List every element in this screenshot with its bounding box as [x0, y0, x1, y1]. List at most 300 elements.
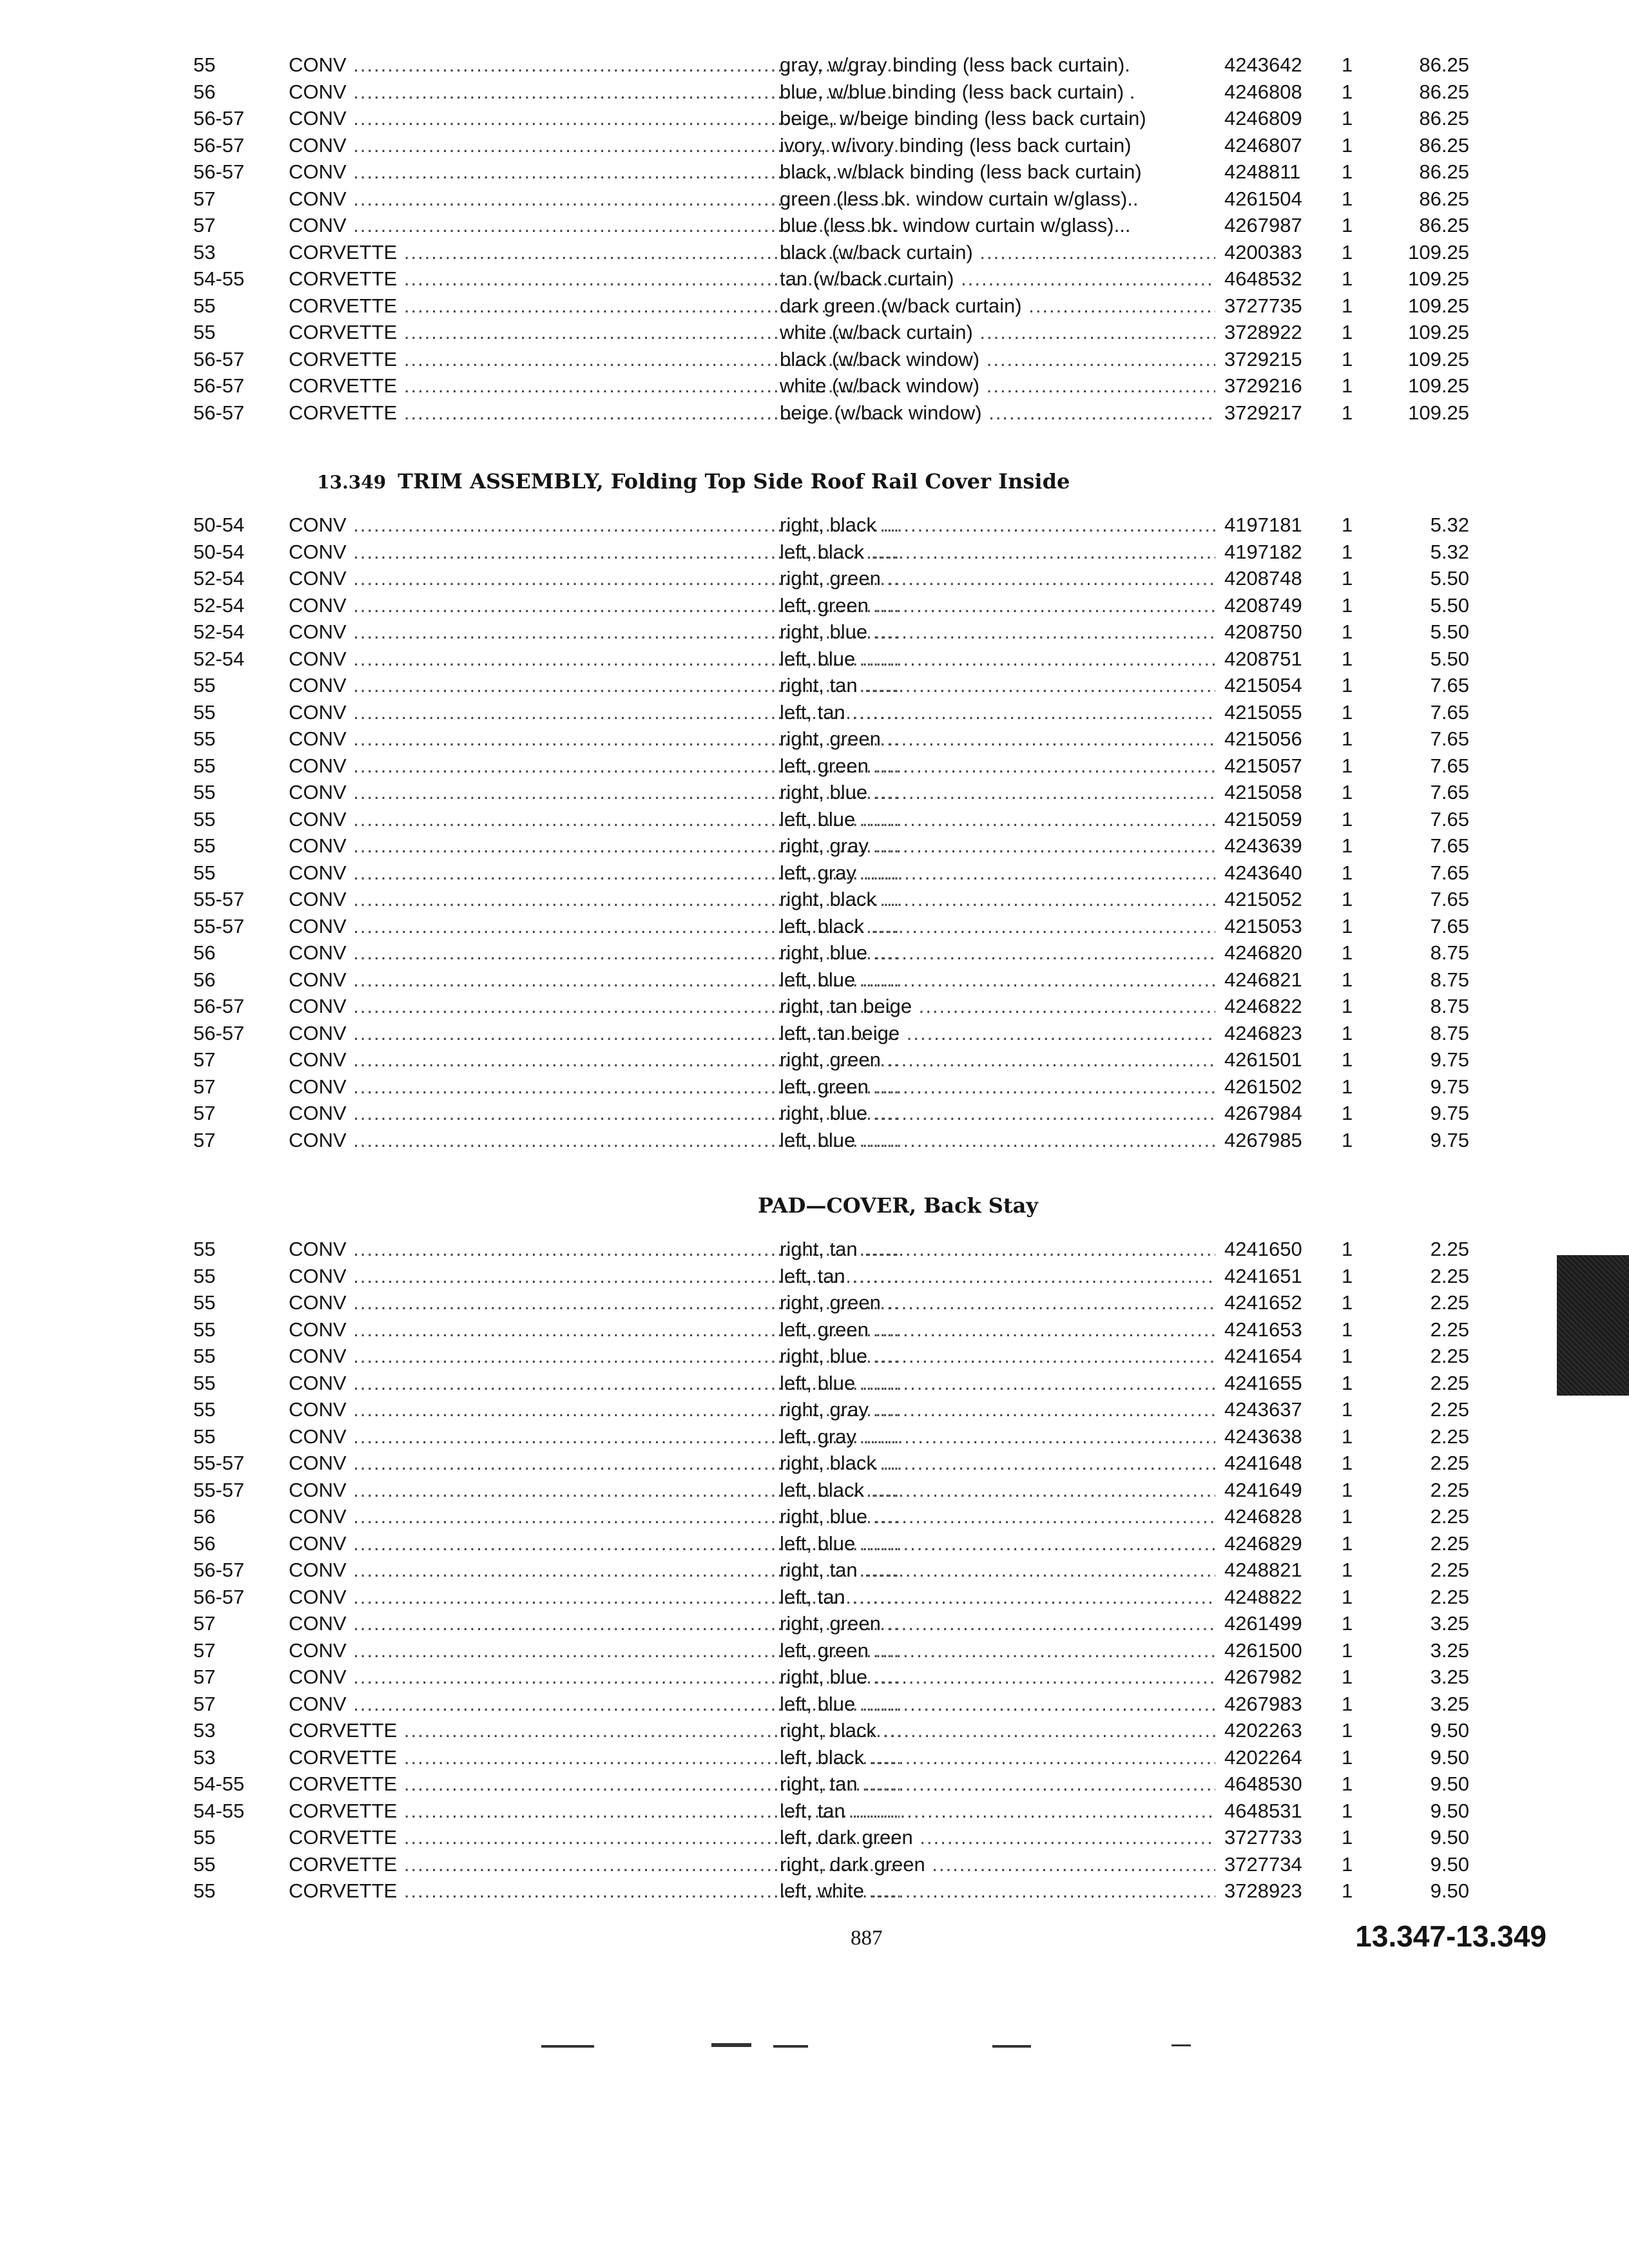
year-cell: 55-57: [193, 914, 245, 937]
part-number-cell: 4248811: [1224, 160, 1301, 183]
quantity-cell: 1: [1342, 321, 1353, 343]
quantity-cell: 1: [1342, 968, 1353, 991]
price-cell: 86.25: [1419, 160, 1469, 183]
price-cell: 2.25: [1430, 1291, 1469, 1314]
description-cell: left, white .....: [780, 1878, 1215, 1905]
body-style-cell: CORVETTE .....: [289, 319, 900, 346]
table-row: [193, 1798, 1482, 1825]
body-style-cell: CORVETTE .....: [289, 265, 900, 293]
price-cell: 109.25: [1408, 347, 1469, 370]
year-cell: 57: [193, 1666, 216, 1688]
table-row: [193, 1073, 1482, 1100]
price-cell: 2.25: [1430, 1452, 1469, 1474]
price-cell: 5.50: [1430, 620, 1469, 643]
part-number-cell: 4215053: [1224, 914, 1302, 937]
table-row: [193, 239, 1482, 266]
quantity-cell: 1: [1342, 1371, 1353, 1394]
body-style-cell: CONV .....: [289, 753, 900, 780]
description-cell: black, w/black binding (less back curtain): [780, 160, 1142, 183]
quantity-cell: 1: [1342, 1559, 1353, 1581]
body-style-cell: CONV .....: [289, 1450, 900, 1477]
table-row: [193, 1100, 1482, 1127]
description-cell: left, tan .....: [780, 1263, 1215, 1290]
quantity-cell: 1: [1342, 1639, 1353, 1662]
description-cell: right, blue .....: [780, 1343, 1215, 1370]
year-cell: 55: [193, 1398, 216, 1421]
table-row: [193, 1584, 1482, 1611]
year-cell: 56: [193, 941, 216, 964]
body-style-cell: CONV .....: [289, 105, 900, 132]
year-cell: 52-54: [193, 620, 245, 643]
table-row: [193, 1664, 1482, 1691]
body-style-cell: CONV .....: [289, 860, 900, 887]
description-cell: blue, w/blue binding (less back curtain) .: [780, 80, 1135, 103]
description-cell: left, tan .....: [780, 699, 1215, 726]
price-cell: 109.25: [1408, 321, 1469, 343]
body-style-cell: CONV .....: [289, 1020, 900, 1047]
table-row: [193, 1824, 1482, 1851]
price-cell: 86.25: [1419, 53, 1469, 76]
description-cell: left, black .....: [780, 913, 1215, 940]
price-cell: 5.50: [1430, 647, 1469, 670]
part-number-cell: 4267987: [1224, 214, 1302, 236]
scan-artifact: [1171, 2044, 1191, 2046]
table-row: [193, 1557, 1482, 1584]
price-cell: 5.32: [1430, 514, 1469, 536]
description-cell: left, tan .....: [780, 1798, 1215, 1825]
part-number-cell: 4202263: [1224, 1719, 1302, 1742]
body-style-cell: CORVETTE .....: [289, 1878, 900, 1905]
table-row: [193, 1851, 1482, 1878]
body-style-cell: CORVETTE .....: [289, 1798, 900, 1825]
body-style-cell: CONV .....: [289, 1263, 900, 1290]
year-cell: 55-57: [193, 888, 245, 910]
year-cell: 56-57: [193, 347, 245, 370]
description-cell: right, blue .....: [780, 619, 1215, 646]
price-cell: 8.75: [1430, 1021, 1469, 1044]
description-cell: right, green .....: [780, 1046, 1215, 1073]
quantity-cell: 1: [1342, 1318, 1353, 1341]
body-style-cell: CORVETTE .....: [289, 1824, 900, 1851]
page-number: 887: [851, 1927, 883, 1950]
description-cell: left, blue .....: [780, 806, 1215, 833]
description-cell: left, green .....: [780, 592, 1215, 619]
year-cell: 57: [193, 1612, 216, 1635]
table-row: [193, 1477, 1482, 1504]
body-style-cell: CONV .....: [289, 1100, 900, 1127]
body-style-cell: CONV .....: [289, 806, 900, 833]
body-style-cell: CONV .....: [289, 1316, 900, 1343]
year-cell: 53: [193, 1719, 216, 1742]
price-cell: 9.75: [1430, 1075, 1469, 1098]
table-row: [193, 265, 1482, 293]
year-cell: 54-55: [193, 1799, 245, 1822]
description-cell: right, dark green .....: [780, 1851, 1215, 1878]
body-style-cell: CONV .....: [289, 1584, 900, 1611]
body-style-cell: CONV .....: [289, 646, 900, 673]
table-row: [193, 1289, 1482, 1316]
year-cell: 52-54: [193, 567, 245, 590]
description-cell: right, blue .....: [780, 939, 1215, 966]
quantity-cell: 1: [1342, 995, 1353, 1017]
year-cell: 50-54: [193, 514, 245, 536]
body-style-cell: CONV .....: [289, 159, 900, 186]
thumb-index-tab: [1557, 1255, 1629, 1396]
year-cell: 54-55: [193, 267, 245, 290]
description-cell: right, gray .....: [780, 1396, 1215, 1423]
body-style-cell: CONV .....: [289, 966, 900, 994]
section-range: 13.347-13.349: [1355, 1919, 1547, 1953]
quantity-cell: 1: [1342, 374, 1353, 397]
description-cell: white (w/back window) .....: [780, 372, 1215, 399]
quantity-cell: 1: [1342, 1102, 1353, 1124]
part-number-cell: 4200383: [1224, 240, 1302, 264]
section-number: 13.349: [317, 472, 387, 493]
part-number-cell: 3727735: [1224, 294, 1302, 317]
body-style-cell: CORVETTE .....: [289, 1771, 900, 1798]
quantity-cell: 1: [1342, 133, 1353, 157]
table-row: [193, 1503, 1482, 1530]
price-cell: 5.50: [1430, 593, 1469, 617]
body-style-cell: CORVETTE .....: [289, 346, 900, 373]
description-cell: left, blue .....: [780, 646, 1215, 673]
part-number-cell: 3729216: [1224, 374, 1302, 397]
part-number-cell: 4215055: [1224, 700, 1302, 724]
quantity-cell: 1: [1342, 401, 1353, 424]
price-cell: 8.75: [1430, 968, 1469, 991]
description-cell: right, tan .....: [780, 1236, 1215, 1263]
description-cell: right, black .....: [780, 1717, 1215, 1744]
part-number-cell: 4215052: [1224, 888, 1302, 910]
year-cell: 54-55: [193, 1773, 245, 1795]
quantity-cell: 1: [1342, 1238, 1353, 1260]
table-row: [193, 1530, 1482, 1557]
description-cell: left, black .....: [780, 1477, 1215, 1504]
year-cell: 57: [193, 1128, 216, 1151]
quantity-cell: 1: [1342, 888, 1353, 910]
body-style-cell: CONV .....: [289, 592, 900, 619]
quantity-cell: 1: [1342, 914, 1353, 937]
year-cell: 56-57: [193, 1559, 245, 1581]
part-number-cell: 4208750: [1224, 620, 1302, 643]
price-cell: 86.25: [1419, 107, 1469, 130]
price-cell: 109.25: [1408, 267, 1469, 290]
part-number-cell: 4648532: [1224, 267, 1302, 290]
part-number-cell: 4241650: [1224, 1238, 1302, 1260]
part-number-cell: 4197181: [1224, 514, 1302, 536]
year-cell: 56-57: [193, 1021, 245, 1044]
description-cell: right, blue .....: [780, 1503, 1215, 1530]
table-row: [193, 726, 1482, 753]
quantity-cell: 1: [1342, 1048, 1353, 1071]
quantity-cell: 1: [1342, 941, 1353, 964]
price-cell: 2.25: [1430, 1478, 1469, 1501]
body-style-cell: CONV .....: [289, 512, 900, 539]
price-cell: 5.50: [1430, 567, 1469, 590]
price-cell: 8.75: [1430, 995, 1469, 1017]
year-cell: 56-57: [193, 1585, 245, 1608]
table-row: [193, 1771, 1482, 1798]
price-cell: 86.25: [1419, 214, 1469, 236]
body-style-cell: CONV .....: [289, 132, 900, 159]
year-cell: 56-57: [193, 995, 245, 1017]
price-cell: 109.25: [1408, 240, 1469, 264]
year-cell: 55: [193, 861, 216, 884]
body-style-cell: CONV .....: [289, 1610, 900, 1637]
part-number-cell: 4208748: [1224, 567, 1302, 590]
part-number-cell: 3729217: [1224, 401, 1302, 424]
description-cell: left, blue .....: [780, 1370, 1215, 1397]
year-cell: 55: [193, 1425, 216, 1448]
body-style-cell: CONV .....: [289, 1046, 900, 1073]
part-number-cell: 3727733: [1224, 1826, 1302, 1849]
part-number-cell: 4246809: [1224, 107, 1302, 130]
body-style-cell: CONV .....: [289, 1503, 900, 1530]
body-style-cell: CONV .....: [289, 539, 900, 566]
part-number-cell: 4215057: [1224, 754, 1302, 777]
description-cell: black (w/back window) .....: [780, 346, 1215, 373]
table-row: [193, 1236, 1482, 1263]
year-cell: 56: [193, 968, 216, 991]
year-cell: 56-57: [193, 401, 245, 424]
part-number-cell: 4246807: [1224, 133, 1302, 157]
table-row: [193, 1691, 1482, 1718]
price-cell: 7.65: [1430, 700, 1469, 724]
year-cell: 56: [193, 1532, 216, 1555]
part-number-cell: 4208749: [1224, 593, 1302, 617]
body-style-cell: CONV .....: [289, 1691, 900, 1718]
part-number-cell: 4261499: [1224, 1612, 1302, 1635]
description-cell: right, tan .....: [780, 1557, 1215, 1584]
description-cell: left, blue .....: [780, 1530, 1215, 1557]
price-cell: 9.50: [1430, 1745, 1469, 1769]
part-number-cell: 4243637: [1224, 1398, 1302, 1421]
scan-artifact: [773, 2045, 808, 2048]
year-cell: 57: [193, 214, 216, 236]
table-row: [193, 1396, 1482, 1423]
quantity-cell: 1: [1342, 1612, 1353, 1635]
year-cell: 57: [193, 1075, 216, 1098]
price-cell: 7.65: [1430, 834, 1469, 857]
price-cell: 2.25: [1430, 1425, 1469, 1448]
quantity-cell: 1: [1342, 1585, 1353, 1608]
table-row: [193, 832, 1482, 860]
quantity-cell: 1: [1342, 1719, 1353, 1742]
table-row: [193, 539, 1482, 566]
description-cell: left, green .....: [780, 1637, 1215, 1664]
description-cell: left, blue .....: [780, 1127, 1215, 1154]
year-cell: 56: [193, 80, 216, 103]
year-cell: 55-57: [193, 1478, 245, 1501]
quantity-cell: 1: [1342, 1532, 1353, 1555]
quantity-cell: 1: [1342, 187, 1353, 210]
price-cell: 2.25: [1430, 1559, 1469, 1581]
part-number-cell: 4246829: [1224, 1532, 1302, 1555]
price-cell: 2.25: [1430, 1264, 1469, 1287]
price-cell: 3.25: [1430, 1692, 1469, 1715]
description-cell: left, green .....: [780, 753, 1215, 780]
table-row: [193, 1046, 1482, 1073]
description-cell: right, black .....: [780, 1450, 1215, 1477]
table-row: [193, 1450, 1482, 1477]
description-cell: left, green .....: [780, 1316, 1215, 1343]
year-cell: 55: [193, 1852, 216, 1876]
year-cell: 56-57: [193, 107, 245, 130]
part-number-cell: 4246828: [1224, 1505, 1302, 1528]
body-style-cell: CONV .....: [289, 913, 900, 940]
quantity-cell: 1: [1342, 1666, 1353, 1688]
body-style-cell: CONV .....: [289, 1289, 900, 1316]
part-number-cell: 4215058: [1224, 781, 1302, 803]
quantity-cell: 1: [1342, 647, 1353, 670]
body-style-cell: CORVETTE .....: [289, 239, 900, 266]
year-cell: 57: [193, 1639, 216, 1662]
part-number-cell: 4215054: [1224, 674, 1302, 697]
year-cell: 56: [193, 1505, 216, 1528]
description-cell: blue (less bk. window curtain w/glass)...: [780, 214, 1131, 236]
description-cell: right, green .....: [780, 565, 1215, 592]
quantity-cell: 1: [1342, 1425, 1353, 1448]
part-number-cell: 4246820: [1224, 941, 1302, 964]
year-cell: 55: [193, 1238, 216, 1260]
table-row: [193, 132, 1482, 159]
quantity-cell: 1: [1342, 727, 1353, 750]
description-cell: dark green (w/back curtain) .....: [780, 293, 1215, 320]
table-row: [193, 346, 1482, 373]
year-cell: 52-54: [193, 647, 245, 670]
quantity-cell: 1: [1342, 1478, 1353, 1501]
part-number-cell: 3729215: [1224, 347, 1302, 370]
table-row: [193, 993, 1482, 1020]
body-style-cell: CONV .....: [289, 52, 900, 79]
description-cell: beige, w/beige binding (less back curtain): [780, 107, 1146, 130]
price-cell: 109.25: [1408, 401, 1469, 424]
quantity-cell: 1: [1342, 620, 1353, 643]
part-number-cell: 4248821: [1224, 1559, 1302, 1581]
part-number-cell: 4243638: [1224, 1425, 1302, 1448]
table-row: [193, 779, 1482, 806]
year-cell: 57: [193, 187, 216, 210]
description-cell: left, dark green .....: [780, 1824, 1215, 1851]
description-cell: right, gray .....: [780, 832, 1215, 860]
body-style-cell: CORVETTE .....: [289, 293, 900, 320]
table-row: [193, 619, 1482, 646]
price-cell: 9.50: [1430, 1799, 1469, 1822]
description-cell: left, gray .....: [780, 1423, 1215, 1450]
description-cell: left, tan beige .....: [780, 1020, 1215, 1047]
description-cell: right, tan beige .....: [780, 993, 1215, 1020]
year-cell: 55: [193, 727, 216, 750]
body-style-cell: CONV .....: [289, 1557, 900, 1584]
price-cell: 7.65: [1430, 807, 1469, 831]
quantity-cell: 1: [1342, 214, 1353, 236]
body-style-cell: CONV .....: [289, 699, 900, 726]
description-cell: left, blue .....: [780, 1691, 1215, 1718]
quantity-cell: 1: [1342, 1505, 1353, 1528]
table-row: [193, 672, 1482, 699]
price-cell: 9.50: [1430, 1826, 1469, 1849]
part-number-cell: 4261502: [1224, 1075, 1302, 1098]
year-cell: 55: [193, 700, 216, 724]
description-cell: left, blue .....: [780, 966, 1215, 994]
price-cell: 2.25: [1430, 1318, 1469, 1341]
body-style-cell: CONV .....: [289, 939, 900, 966]
description-cell: beige (w/back window) .....: [780, 399, 1215, 427]
description-cell: right, green .....: [780, 1289, 1215, 1316]
table-row: [193, 966, 1482, 994]
part-number-cell: 4246808: [1224, 80, 1302, 103]
body-style-cell: CONV .....: [289, 1343, 900, 1370]
table-row: [193, 592, 1482, 619]
body-style-cell: CONV .....: [289, 1236, 900, 1263]
price-cell: 2.25: [1430, 1532, 1469, 1555]
year-cell: 57: [193, 1048, 216, 1071]
year-cell: 55: [193, 294, 216, 317]
price-cell: 86.25: [1419, 187, 1469, 210]
price-cell: 9.50: [1430, 1852, 1469, 1876]
description-cell: right, green .....: [780, 1610, 1215, 1637]
body-style-cell: CONV .....: [289, 779, 900, 806]
quantity-cell: 1: [1342, 861, 1353, 884]
description-cell: left, green .....: [780, 1073, 1215, 1100]
year-cell: 55: [193, 1879, 216, 1902]
year-cell: 52-54: [193, 593, 245, 617]
part-number-cell: 4648530: [1224, 1773, 1302, 1795]
body-style-cell: CONV .....: [289, 1664, 900, 1691]
year-cell: 57: [193, 1102, 216, 1124]
quantity-cell: 1: [1342, 1398, 1353, 1421]
part-number-cell: 4241654: [1224, 1345, 1302, 1367]
scan-artifact: [711, 2043, 751, 2047]
table-row: [193, 913, 1482, 940]
price-cell: 109.25: [1408, 374, 1469, 397]
body-style-cell: CONV .....: [289, 832, 900, 860]
quantity-cell: 1: [1342, 514, 1353, 536]
year-cell: 55: [193, 1345, 216, 1367]
description-cell: right, green .....: [780, 726, 1215, 753]
price-cell: 7.65: [1430, 781, 1469, 803]
body-style-cell: CORVETTE .....: [289, 1744, 900, 1771]
table-row: [193, 1423, 1482, 1450]
price-cell: 86.25: [1419, 80, 1469, 103]
price-cell: 9.50: [1430, 1773, 1469, 1795]
section-title: PAD—COVER, Back Stay: [758, 1193, 1038, 1218]
quantity-cell: 1: [1342, 1075, 1353, 1098]
description-cell: left, black .....: [780, 539, 1215, 566]
quantity-cell: 1: [1342, 540, 1353, 563]
price-cell: 5.32: [1430, 540, 1469, 563]
quantity-cell: 1: [1342, 1021, 1353, 1044]
year-cell: 56-57: [193, 160, 245, 183]
table-row: [193, 372, 1482, 399]
part-number-cell: 4246822: [1224, 995, 1302, 1017]
table-row: [193, 1744, 1482, 1771]
part-number-cell: 4246821: [1224, 968, 1302, 991]
table-row: [193, 1878, 1482, 1905]
quantity-cell: 1: [1342, 267, 1353, 290]
body-style-cell: CONV .....: [289, 886, 900, 913]
quantity-cell: 1: [1342, 1452, 1353, 1474]
part-number-cell: 4267983: [1224, 1692, 1302, 1715]
body-style-cell: CONV .....: [289, 726, 900, 753]
part-number-cell: 4202264: [1224, 1745, 1302, 1769]
body-style-cell: CONV .....: [289, 186, 900, 213]
part-number-cell: 4197182: [1224, 540, 1302, 563]
body-style-cell: CONV .....: [289, 1073, 900, 1100]
part-number-cell: 3728922: [1224, 321, 1302, 343]
year-cell: 55: [193, 53, 216, 76]
table-row: [193, 753, 1482, 780]
